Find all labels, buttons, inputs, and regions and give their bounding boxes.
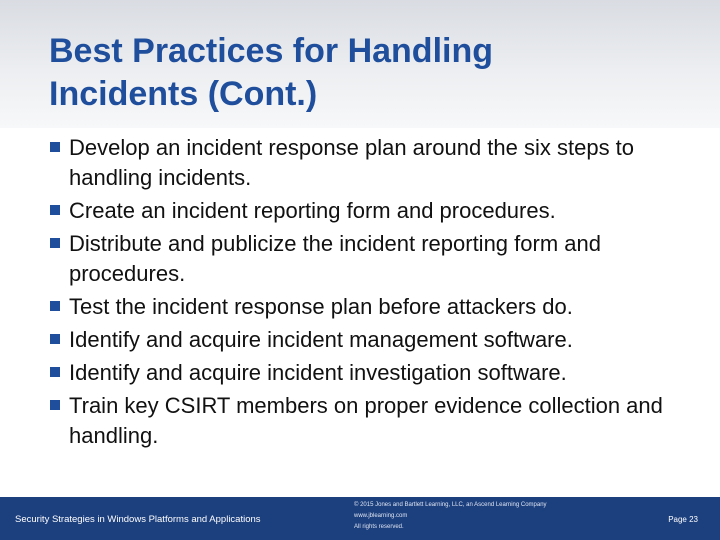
bullet-list xyxy=(50,133,710,454)
course-title: Security Strategies in Windows Platforms and Applications xyxy=(15,514,261,525)
copyright-notice xyxy=(354,500,547,533)
bullet-item xyxy=(50,358,710,388)
bullet-text: Identify and acquire incident management software. xyxy=(69,327,573,352)
bullet-text: Create an incident reporting form and procedures. xyxy=(69,198,556,223)
copyright-line: © 2015 Jones and Bartlett Learning, LLC, an Ascend Learning Company xyxy=(354,502,547,508)
bullet-text: Identify and acquire incident investigation software. xyxy=(69,360,567,385)
square-bullet-icon xyxy=(50,334,60,344)
bullet-item xyxy=(50,292,710,322)
square-bullet-icon xyxy=(50,301,60,311)
bullet-item xyxy=(50,229,710,289)
slide-title-line: Incidents (Cont.) xyxy=(49,75,318,113)
bullet-text: Develop an incident response plan around the six steps to handling incidents. xyxy=(69,135,635,190)
bullet-text: Train key CSIRT members on proper evidence collection and handling. xyxy=(69,393,663,448)
bullet-text: Distribute and publicize the incident reporting form and procedures. xyxy=(69,231,601,286)
square-bullet-icon xyxy=(50,205,60,215)
bullet-item xyxy=(50,133,710,193)
slide-title xyxy=(49,30,689,116)
square-bullet-icon xyxy=(50,142,60,152)
footer-bar xyxy=(0,497,720,540)
square-bullet-icon xyxy=(50,238,60,248)
bullet-item xyxy=(50,391,710,451)
square-bullet-icon xyxy=(50,400,60,410)
square-bullet-icon xyxy=(50,367,60,377)
page-number: Page 23 xyxy=(668,515,698,524)
copyright-website: www.jblearning.com xyxy=(354,513,408,519)
bullet-item xyxy=(50,196,710,226)
copyright-rights: All rights reserved. xyxy=(354,524,404,530)
bullet-text: Test the incident response plan before attackers do. xyxy=(69,294,573,319)
slide-title-line: Best Practices for Handling xyxy=(49,32,494,70)
bullet-item xyxy=(50,325,710,355)
